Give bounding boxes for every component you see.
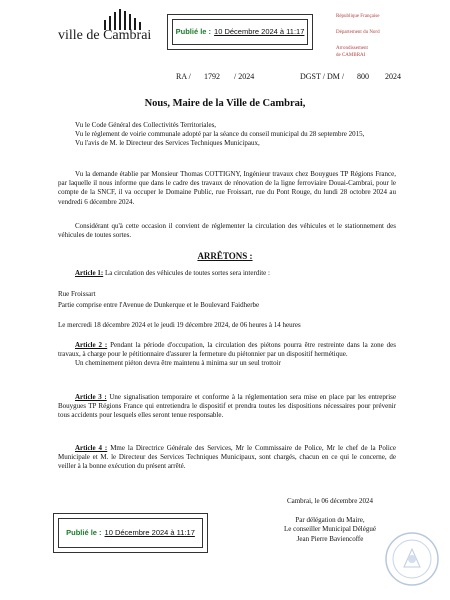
- demande-paragraph: [58, 170, 396, 207]
- considerant-text: Considérant qu'à cette occasion il convient de réglementer la circulation des véhicules et le stationnement des véhicules de toutes sortes.: [58, 222, 396, 240]
- prefecture-line: Département du Nord: [336, 29, 380, 35]
- demande-text: Vu la demande établie par Monsieur Thomas COTTIGNY, Ingénieur travaux chez Bouygues TP Régions France, par laquelle il nous informe que dans le cadre des travaux de rénovation de la ligne ferroviaire Douai-Cambrai, pour le compte de la SNCF, il va occuper le Domaine Public, rue Froissart, rue du Pont Rouge, du lundi 28 octobre 2024 au vendredi 6 décembre 2024.: [58, 170, 396, 206]
- article-1-street: Rue Froissart: [58, 290, 96, 298]
- vu-paragraph: Vu l'avis de M. le Directeur des Services Techniques Municipaux,: [75, 139, 260, 148]
- signature-place-date: Cambrai, le 06 décembre 2024: [286, 497, 374, 505]
- signature-line: Le conseiller Municipal Délégué: [284, 525, 376, 534]
- article-label: Article 2 :: [75, 341, 108, 349]
- stamp-label: Publié le :: [175, 27, 212, 37]
- article-text: La circulation des véhicules de toutes sortes sera interdite :: [103, 269, 270, 277]
- signature-line: Par délégation du Maire,: [295, 516, 365, 524]
- publication-stamp-top: [167, 14, 313, 50]
- stamp-date: 10 Décembre 2024 à 11:17: [214, 27, 305, 37]
- article-text: Pendant la période d'occupation, la circulation des piétons pourra être restreinte dans la zone des travaux, à charge pour le pétitionnaire d'assurer la fermeture du piétonnier par un dispositif hermétique.: [58, 341, 397, 359]
- ref-dgst-year: 2024: [385, 72, 401, 81]
- prefecture-block: [336, 13, 380, 60]
- article-4: [58, 444, 396, 472]
- ref-dgst-label: DGST / DM /: [300, 72, 345, 81]
- vu-paragraph: Vu le Code Général des Collectivités Territoriales,: [75, 121, 217, 129]
- article-label: Article 4 :: [75, 444, 108, 452]
- ref-ra-label: RA /: [176, 72, 191, 81]
- official-seal-icon: [384, 531, 440, 587]
- publication-stamp-bottom: [53, 513, 208, 553]
- signature-name: Jean Pierre Baviencoffe: [296, 534, 364, 543]
- article-1-portion: Partie comprise entre l'Avenue de Dunkerque et le Boulevard Faidherbe: [58, 301, 260, 309]
- article-1-dates: Le mercredi 18 décembre 2024 et le jeudi 19 décembre 2024, de 06 heures à 14 heures: [58, 321, 301, 329]
- logo-text: ville de Cambrai: [58, 28, 152, 43]
- vu-paragraph: Vu le règlement de voirie communale adopté par la séance du conseil municipal du 28 septembre 2015,: [75, 130, 365, 139]
- ref-ra-year: / 2024: [234, 72, 255, 81]
- stamp-label: Publié le :: [66, 528, 102, 538]
- article-text: Une signalisation temporaire et conforme à la réglementation sera mise en place par les entreprise Bouygues TP Régions France qui entretiendra le dispositif et prendra toutes les dispositions nécessaires pour prévenir tous accidents pour lesquels elles seront tenue responsable.: [58, 393, 396, 420]
- ref-ra-number: 1792: [204, 72, 220, 81]
- article-3: [58, 393, 396, 421]
- considerant-paragraph: [58, 222, 396, 240]
- preamble: [58, 121, 396, 149]
- document-title: Nous, Maire de la Ville de Cambrai,: [144, 98, 306, 109]
- article-note: Un cheminement piéton devra être maintenu à minima sur un seul trottoir: [75, 359, 281, 368]
- article-label: Article 1:: [75, 269, 104, 277]
- prefecture-line: de CAMBRAI: [336, 53, 366, 59]
- article-1: [58, 269, 396, 278]
- stamp-date: 10 Décembre 2024 à 11:17: [104, 528, 195, 538]
- article-2: [58, 341, 396, 369]
- arretons-heading: ARRÊTONS :: [197, 251, 253, 261]
- prefecture-line: Arrondissement: [336, 45, 368, 51]
- cambrai-logo-icon: [100, 8, 148, 30]
- article-text: Mme la Directrice Générale des Services, Mr le Commissaire de Police, Mr le chef de la Police Municipale et M. le Directeur des Services Techniques Municipaux, sont chargés, chacun en ce qui le concerne, de veiller à la bonne exécution du présent arrêté.: [58, 444, 396, 471]
- prefecture-line: République Française: [336, 14, 380, 19]
- ref-dgst-number: 800: [357, 72, 369, 81]
- article-label: Article 3 :: [75, 393, 107, 401]
